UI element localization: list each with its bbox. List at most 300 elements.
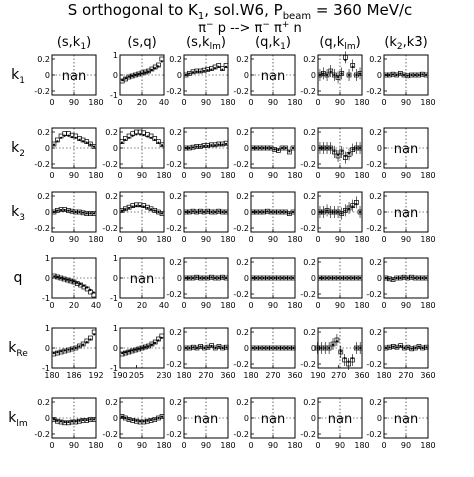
data-point-filled [86, 286, 88, 288]
data-point-filled [319, 74, 321, 76]
panel [233, 192, 302, 244]
data-point-filled [89, 144, 91, 146]
data-point-filled [330, 211, 332, 213]
column-header [127, 35, 156, 50]
data-point-filled [252, 147, 254, 149]
data-point-filled [355, 147, 357, 149]
data-point-filled [396, 277, 398, 279]
y-tick-label: -0.2 [366, 290, 382, 299]
y-tick-label: 0.2 [303, 55, 316, 64]
x-tick-label: 180 [287, 98, 303, 107]
data-point-filled [285, 147, 287, 149]
nan-label: nan [61, 69, 87, 84]
data-point-filled [185, 147, 187, 149]
y-tick-label: 0 [376, 274, 382, 283]
data-point-filled [326, 74, 328, 76]
column-header-text: (s,q) [127, 35, 157, 50]
x-tick-label: 20 [136, 301, 148, 310]
data-point-filled [80, 283, 82, 285]
data-point-filled [86, 212, 88, 214]
data-point-filled [132, 419, 134, 421]
data-point-filled [192, 210, 194, 212]
data-point-filled [185, 74, 187, 76]
column-header-close: ) [355, 35, 361, 50]
data-point-filled [64, 135, 66, 137]
data-point-filled [418, 346, 420, 348]
x-tick-label: 0 [248, 235, 254, 244]
data-point-filled [188, 73, 190, 75]
y-tick-label: -0.2 [300, 224, 316, 233]
x-tick-label: 0 [117, 98, 123, 107]
data-point-filled [188, 277, 190, 279]
y-tick-label: 1 [112, 51, 118, 60]
data-point-filled [139, 420, 141, 422]
y-tick-label: 0 [243, 144, 249, 153]
data-point-filled [128, 207, 130, 209]
data-point-filled [192, 346, 194, 348]
data-point-filled [328, 347, 330, 349]
data-point-filled [78, 211, 80, 213]
data-point-filled [396, 74, 398, 76]
data-point-filled [341, 150, 343, 152]
data-point-filled [135, 205, 137, 207]
row-labels [8, 67, 28, 429]
data-point-filled [124, 417, 126, 419]
x-tick-label: 180 [354, 301, 370, 310]
data-point-filled [139, 133, 141, 135]
panel [300, 128, 369, 180]
nan-label: nan [260, 69, 286, 84]
row-label [8, 410, 27, 429]
data-point-filled [274, 148, 276, 150]
x-tick-label: 0 [117, 171, 123, 180]
data-point-filled [89, 212, 91, 214]
row-label-sub: 3 [19, 213, 25, 223]
data-point-filled [322, 211, 324, 213]
x-tick-label: 270 [265, 371, 281, 380]
data-point-filled [319, 147, 321, 149]
data-point-filled [161, 144, 163, 146]
x-tick-label: 180 [376, 371, 392, 380]
x-tick-label: 40 [158, 98, 170, 107]
data-point-filled [255, 147, 257, 149]
row-label-text: k [8, 410, 17, 426]
data-point-filled [214, 144, 216, 146]
data-point-filled [199, 146, 201, 148]
data-point-filled [221, 68, 223, 70]
data-point-filled [93, 291, 95, 293]
data-point-filled [266, 277, 268, 279]
data-point-filled [196, 71, 198, 73]
x-tick-label: 90 [267, 441, 279, 450]
panel [166, 192, 235, 244]
y-tick-label: 0.2 [169, 258, 182, 267]
y-tick-label: -0.2 [366, 224, 382, 233]
column-header [186, 35, 226, 52]
data-point-filled [352, 205, 354, 207]
nan-label: nan [393, 206, 419, 221]
x-tick-label: 20 [136, 98, 148, 107]
x-tick-label: 90 [68, 235, 80, 244]
x-tick-label: 180 [88, 171, 104, 180]
data-point-filled [67, 135, 69, 137]
x-tick-label: 90 [200, 441, 212, 450]
data-point-filled [148, 345, 150, 347]
data-point-filled [121, 79, 123, 81]
data-point-filled [333, 74, 335, 76]
data-point-filled [400, 345, 402, 347]
y-tick-label: -0.2 [166, 290, 182, 299]
data-point-filled [86, 141, 88, 143]
data-point-filled [53, 275, 55, 277]
y-tick-label: 0.2 [303, 398, 316, 407]
data-point-filled [344, 277, 346, 279]
data-point-filled [336, 340, 338, 342]
y-tick-label: 0 [243, 274, 249, 283]
data-point-filled [89, 289, 91, 291]
x-tick-label: 90 [267, 171, 279, 180]
data-point-filled [385, 277, 387, 279]
data-point-filled [56, 351, 58, 353]
x-tick-label: 90 [334, 235, 346, 244]
data-point-filled [141, 72, 143, 74]
data-point-filled [203, 277, 205, 279]
column-headers [57, 35, 428, 52]
x-tick-label: 0 [49, 301, 55, 310]
x-tick-label: 0 [181, 98, 187, 107]
data-point-filled [281, 211, 283, 213]
x-tick-label: 180 [88, 98, 104, 107]
y-tick-label: -0.2 [233, 87, 249, 96]
data-point-filled [403, 74, 405, 76]
data-point-filled [75, 137, 77, 139]
data-point-filled [207, 277, 209, 279]
panel [34, 128, 103, 180]
panel [233, 258, 302, 310]
data-point-filled [422, 347, 424, 349]
y-tick-label: 0.2 [169, 128, 182, 137]
data-point-filled [348, 277, 350, 279]
data-point-filled [277, 211, 279, 213]
nan-label: nan [327, 412, 353, 427]
data-point-filled [211, 345, 213, 347]
y-tick-label: 0 [310, 144, 316, 153]
y-tick-label: 1 [44, 324, 50, 333]
x-tick-label: 0 [49, 171, 55, 180]
y-tick-label: 0.2 [369, 192, 382, 201]
data-point-filled [221, 211, 223, 213]
y-tick-label: -0.2 [166, 87, 182, 96]
data-point-filled [324, 347, 326, 349]
x-tick-label: 0 [315, 441, 321, 450]
x-tick-label: 0 [181, 441, 187, 450]
x-tick-label: 0 [381, 98, 387, 107]
y-tick-label: -0.2 [233, 224, 249, 233]
row-label [8, 340, 28, 359]
data-point-filled [399, 277, 401, 279]
data-point-filled [143, 134, 145, 136]
y-tick-label: 0 [243, 71, 249, 80]
x-tick-label: 0 [315, 301, 321, 310]
y-tick-label: 0 [176, 274, 182, 283]
y-tick-label: -0.2 [300, 290, 316, 299]
data-point-filled [78, 345, 80, 347]
y-tick-label: 0.2 [369, 328, 382, 337]
y-tick-label: 0.2 [169, 55, 182, 64]
data-point-filled [192, 277, 194, 279]
nan-label: nan [393, 142, 419, 157]
y-tick-label: -0.2 [300, 160, 316, 169]
panel [300, 328, 369, 380]
panel [366, 128, 435, 180]
y-tick-label: 0.2 [236, 128, 249, 137]
data-point-filled [143, 205, 145, 207]
data-point-filled [128, 76, 130, 78]
column-header [57, 35, 91, 52]
y-tick-label: -1 [42, 294, 50, 303]
data-point-filled [355, 277, 357, 279]
data-point-filled [292, 147, 294, 149]
data-point-filled [359, 147, 361, 149]
data-point-filled [132, 135, 134, 137]
y-tick-label: -1 [110, 91, 118, 100]
data-point-filled [132, 205, 134, 207]
x-tick-label: 270 [198, 371, 214, 380]
column-header-text: (q,k [255, 35, 281, 50]
panel [42, 324, 104, 380]
data-point-filled [392, 278, 394, 280]
data-point-filled [121, 141, 123, 143]
data-point-filled [396, 346, 398, 348]
data-point-filled [75, 211, 77, 213]
data-point-filled [288, 150, 290, 152]
data-point-filled [185, 277, 187, 279]
data-point-filled [259, 147, 261, 149]
data-point-filled [348, 208, 350, 210]
x-tick-label: 0 [315, 171, 321, 180]
data-point-filled [71, 348, 73, 350]
data-point-filled [289, 347, 291, 349]
data-point-filled [207, 69, 209, 71]
data-point-filled [139, 205, 141, 207]
data-point-filled [330, 147, 332, 149]
x-tick-label: 90 [334, 171, 346, 180]
data-point-filled [150, 419, 152, 421]
row-label [14, 270, 23, 286]
data-point-filled [352, 277, 354, 279]
data-point-filled [403, 276, 405, 278]
data-point-filled [322, 147, 324, 149]
column-header [384, 35, 427, 52]
y-tick-label: 0.2 [236, 55, 249, 64]
data-point-filled [326, 147, 328, 149]
y-tick-label: 0.2 [369, 128, 382, 137]
panel [102, 128, 171, 180]
data-point-filled [196, 211, 198, 213]
y-tick-label: 0.2 [369, 398, 382, 407]
x-tick-label: 90 [400, 235, 412, 244]
x-tick-label: 90 [136, 235, 148, 244]
y-tick-label: 0.2 [169, 192, 182, 201]
data-point-filled [411, 348, 413, 350]
data-point-filled [60, 277, 62, 279]
data-point-filled [70, 279, 72, 281]
data-point-filled [93, 333, 95, 335]
data-point-filled [355, 347, 357, 349]
data-point-filled [259, 347, 261, 349]
x-tick-label: 0 [248, 301, 254, 310]
y-tick-label: -0.2 [34, 430, 50, 439]
nan-label: nan [193, 412, 219, 427]
y-tick-label: 0.2 [105, 128, 118, 137]
column-header-text: (q,k [319, 35, 345, 50]
data-point-filled [270, 211, 272, 213]
panel [366, 328, 435, 380]
data-point-filled [135, 420, 137, 422]
data-point-filled [154, 67, 156, 69]
x-tick-label: 180 [156, 171, 172, 180]
panel [233, 128, 302, 180]
y-tick-label: 0.2 [37, 398, 50, 407]
data-point-filled [332, 344, 334, 346]
data-point-filled [319, 277, 321, 279]
data-point-filled [53, 418, 55, 420]
data-point-filled [348, 74, 350, 76]
data-point-filled [138, 348, 140, 350]
y-tick-label: -0.2 [166, 160, 182, 169]
data-point-filled [278, 347, 280, 349]
data-point-filled [292, 347, 294, 349]
column-header-close: ) [220, 35, 226, 50]
x-tick-label: 180 [287, 301, 303, 310]
y-tick-label: 0 [376, 414, 382, 423]
x-tick-label: 0 [381, 301, 387, 310]
row-label [11, 204, 25, 223]
row-label-text: k [11, 67, 20, 83]
x-tick-label: 270 [398, 371, 414, 380]
x-tick-label: 0 [315, 235, 321, 244]
data-point-filled [157, 65, 159, 67]
y-tick-label: -1 [42, 364, 50, 373]
data-point-filled [421, 277, 423, 279]
data-point-filled [218, 66, 220, 68]
row-label [11, 67, 25, 86]
data-point-filled [218, 346, 220, 348]
y-tick-label: 0 [176, 71, 182, 80]
column-header-sub: lm [209, 42, 221, 52]
y-tick-label: 0 [310, 274, 316, 283]
data-point-filled [222, 347, 224, 349]
data-point-filled [359, 277, 361, 279]
data-point-filled [333, 211, 335, 213]
y-tick-label: 0.2 [303, 192, 316, 201]
y-tick-label: -0.2 [366, 160, 382, 169]
y-tick-label: 0.2 [105, 398, 118, 407]
y-tick-label: 0 [243, 208, 249, 217]
x-tick-label: 180 [156, 441, 172, 450]
x-tick-label: 180 [287, 171, 303, 180]
y-tick-label: -0.2 [366, 360, 382, 369]
x-tick-label: 20 [68, 301, 80, 310]
panel [366, 398, 435, 450]
x-tick-label: 0 [248, 171, 254, 180]
data-point-filled [146, 207, 148, 209]
data-point-filled [359, 347, 361, 349]
data-point-filled [143, 420, 145, 422]
data-point-filled [157, 417, 159, 419]
data-point-filled [355, 74, 357, 76]
panel [110, 254, 169, 310]
data-point-filled [73, 280, 75, 282]
data-point-filled [347, 361, 349, 363]
data-point-filled [128, 137, 130, 139]
x-tick-label: 90 [200, 235, 212, 244]
y-tick-label: 0.2 [236, 328, 249, 337]
data-point-filled [337, 277, 339, 279]
y-tick-label: 0.2 [105, 192, 118, 201]
y-tick-label: -0.2 [34, 224, 50, 233]
data-point-filled [352, 66, 354, 68]
y-tick-label: -1 [110, 294, 118, 303]
data-point-filled [60, 420, 62, 422]
data-point-filled [157, 339, 159, 341]
data-point-filled [89, 418, 91, 420]
y-tick-label: -0.2 [166, 360, 182, 369]
data-point-filled [154, 342, 156, 344]
y-tick-label: 0 [112, 344, 118, 353]
figure-title: S orthogonal to $K_1$, sol.W6, $P_{beam} = 360$ MeV/c [67, 1, 413, 22]
x-tick-label: 180 [220, 441, 236, 450]
data-point-filled [203, 70, 205, 72]
x-tick-label: 0 [181, 235, 187, 244]
data-point-filled [64, 349, 66, 351]
y-tick-label: 0 [44, 208, 50, 217]
y-tick-label: -0.2 [102, 160, 118, 169]
y-tick-label: 0 [112, 414, 118, 423]
data-point-filled [151, 344, 153, 346]
x-tick-label: 90 [68, 98, 80, 107]
data-point-filled [203, 347, 205, 349]
x-tick-label: 180 [354, 235, 370, 244]
x-tick-label: 180 [88, 235, 104, 244]
y-tick-label: -0.2 [102, 430, 118, 439]
x-tick-label: 0 [315, 98, 321, 107]
data-point-filled [138, 73, 140, 75]
x-tick-label: 90 [200, 301, 212, 310]
data-point-filled [337, 76, 339, 78]
y-tick-label: 0 [376, 71, 382, 80]
x-tick-label: 180 [220, 235, 236, 244]
data-point-filled [67, 349, 69, 351]
row-label-text: k [11, 140, 20, 156]
data-point-filled [124, 77, 126, 79]
x-tick-label: 90 [267, 301, 279, 310]
data-point-filled [385, 74, 387, 76]
data-point-filled [71, 136, 73, 138]
column-header-sub: 1 [280, 42, 286, 52]
data-point-filled [93, 146, 95, 148]
data-point-filled [270, 147, 272, 149]
x-tick-label: 180 [243, 371, 259, 380]
column-header-sub: 2 [396, 42, 403, 52]
y-tick-label: 0 [112, 71, 118, 80]
column-header-sub: 1 [80, 42, 87, 52]
data-point-filled [154, 210, 156, 212]
data-point-filled [134, 349, 136, 351]
data-point-filled [256, 347, 258, 349]
data-point-filled [414, 277, 416, 279]
data-point-filled [270, 347, 272, 349]
